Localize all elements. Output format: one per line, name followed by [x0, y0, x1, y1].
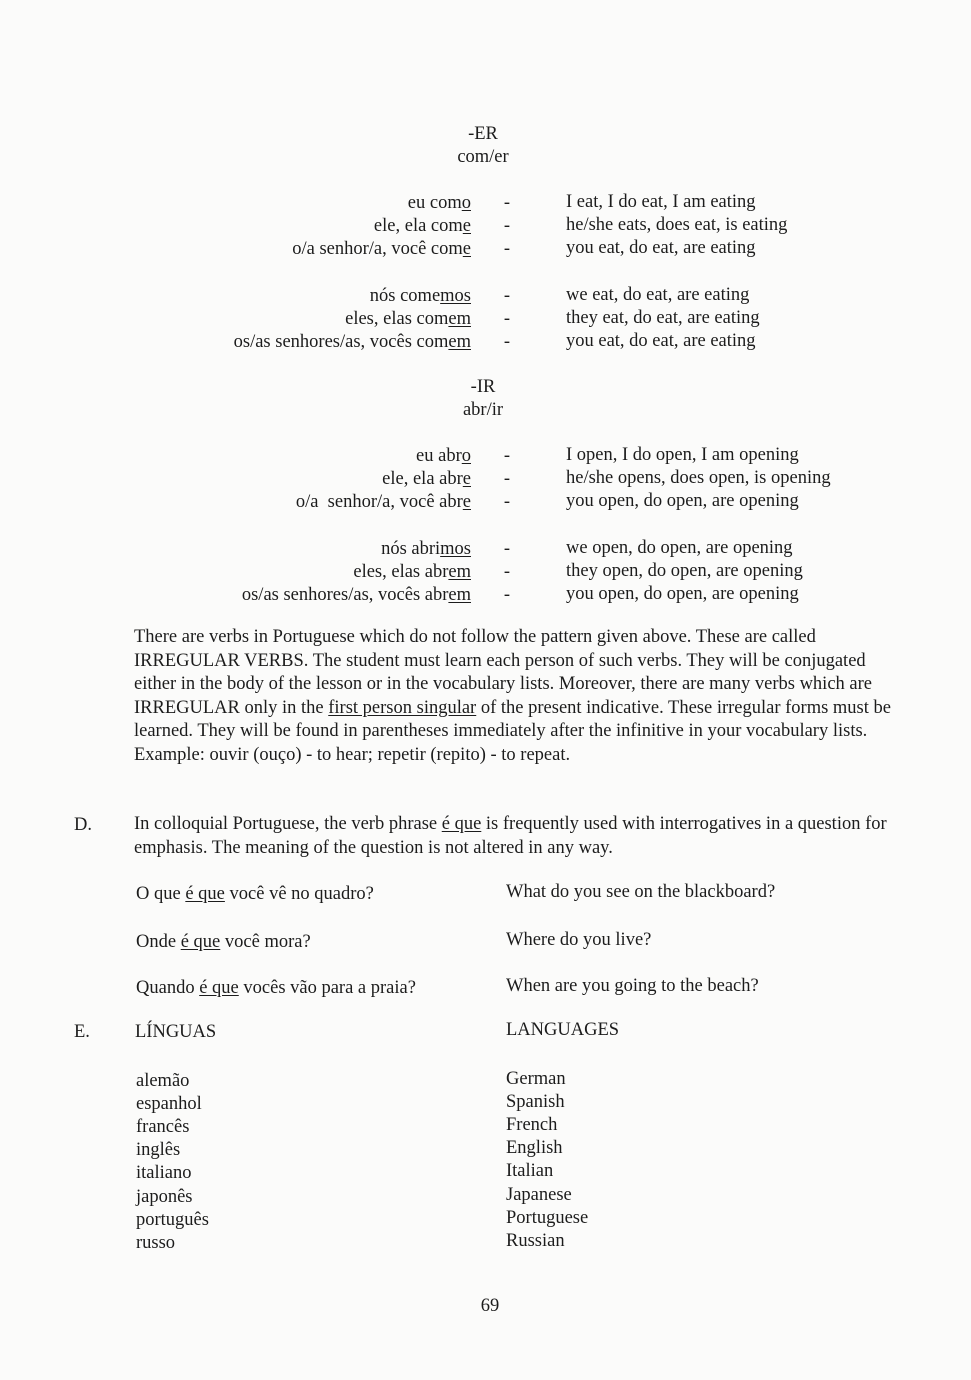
translation: you eat, do eat, are eating [566, 331, 756, 351]
verb-ending: e [462, 239, 471, 259]
verb-stem: com [416, 309, 449, 329]
dash-separator: - [503, 492, 511, 512]
conjugation-form [0, 332, 471, 355]
question-underlined: é que [199, 978, 239, 998]
language-en: English [506, 1138, 563, 1159]
translation: you open, do open, are opening [566, 491, 799, 511]
dash-separator: - [503, 332, 511, 352]
pronoun: os/as senhores/as, vocês [233, 332, 417, 352]
verb-ending: em [448, 585, 471, 605]
section-e-label: E. [74, 1022, 90, 1042]
language-pt: inglês [136, 1140, 181, 1161]
conjugation-form [0, 446, 471, 469]
conjugation-form [0, 286, 471, 309]
language-pt: italiano [136, 1163, 192, 1184]
question-start: O que [136, 884, 186, 904]
translation: you open, do open, are opening [566, 584, 799, 604]
language-en: Portuguese [506, 1207, 589, 1228]
verb-stem: com [429, 193, 462, 213]
conjugation-form [0, 309, 471, 332]
verb-stem: abr [439, 469, 463, 489]
language-pt: português [136, 1209, 209, 1230]
conjugation-form [0, 193, 471, 216]
conjugation-form [0, 585, 471, 608]
verb-ending: em [448, 309, 471, 329]
question-start: Quando [136, 978, 200, 998]
question-underlined: é que [180, 932, 221, 952]
dash-separator: - [503, 239, 511, 259]
dash-separator: - [503, 562, 511, 582]
ir-heading: -IR [470, 377, 496, 397]
verb-stem: com [430, 216, 463, 236]
pronoun: eu [416, 446, 439, 466]
irregular-verbs-paragraph [134, 626, 906, 767]
verb-ending: em [448, 332, 471, 352]
language-pt: espanhol [136, 1094, 202, 1115]
verb-stem: com [430, 239, 463, 259]
translation: I eat, I do eat, I am eating [566, 192, 756, 212]
languages-title-pt: LÍNGUAS [135, 1022, 217, 1042]
question-underlined: é que [185, 884, 225, 904]
section-d-text-end: is frequently used with interrogatives in a question for emphasis. The meaning of the question is not altered in any way. [134, 814, 887, 858]
conjugation-form [0, 539, 471, 562]
question-end: você mora? [220, 932, 311, 952]
section-d-label: D. [74, 815, 92, 835]
dash-separator: - [503, 193, 511, 213]
pronoun: eu [407, 193, 430, 213]
er-heading: -ER [468, 124, 498, 144]
language-pt: alemão [136, 1071, 190, 1091]
verb-stem: abr [424, 585, 449, 605]
verb-ending: mos [440, 539, 471, 559]
example-translation: When are you going to the beach? [506, 976, 759, 996]
verb-stem: com [416, 332, 449, 352]
pronoun: os/as senhores/as, vocês [241, 585, 425, 605]
pronoun: o/a senhor/a, você [292, 239, 431, 259]
pronoun: nós [369, 286, 401, 306]
verb-stem: come [400, 286, 441, 306]
language-en: German [506, 1069, 566, 1089]
conjugation-form [0, 562, 471, 585]
pronoun: nós [381, 539, 412, 559]
conjugation-form [0, 216, 471, 239]
page-number: 69 [480, 1296, 500, 1316]
pronoun: ele, ela [382, 469, 440, 489]
example-question [136, 978, 416, 999]
verb-stem: abr [438, 446, 462, 466]
translation: he/she opens, does open, is opening [566, 468, 831, 488]
dash-separator: - [503, 309, 511, 329]
translation: they eat, do eat, are eating [566, 308, 760, 328]
pronoun: o/a senhor/a, você [295, 492, 440, 512]
verb-ending: o [461, 193, 471, 213]
section-d-text: In colloquial Portuguese, the verb phrase [134, 814, 442, 834]
language-en: Russian [506, 1230, 565, 1251]
dash-separator: - [503, 469, 511, 489]
dash-separator: - [503, 286, 511, 306]
verb-ending: e [462, 492, 471, 512]
language-en: French [506, 1115, 558, 1136]
translation: we eat, do eat, are eating [566, 285, 750, 305]
verb-stem: abr [439, 492, 463, 512]
conjugation-form [0, 239, 471, 262]
dash-separator: - [503, 539, 511, 559]
question-end: vocês vão para a praia? [238, 978, 416, 998]
pronoun: eles, elas [345, 309, 417, 329]
verb-ending: e [462, 216, 471, 236]
translation: we open, do open, are opening [566, 538, 793, 558]
language-pt: francês [136, 1117, 190, 1138]
translation: I open, I do open, I am opening [566, 445, 799, 465]
pronoun: eles, elas [353, 562, 425, 582]
translation: he/she eats, does eat, is eating [566, 215, 788, 235]
language-pt: japonês [136, 1186, 193, 1207]
verb-ending: em [448, 562, 471, 582]
language-en: Italian [506, 1161, 554, 1182]
section-d-paragraph [134, 813, 906, 860]
language-en: Spanish [506, 1092, 565, 1113]
conjugation-form [0, 492, 471, 515]
example-translation: Where do you live? [506, 930, 652, 950]
paragraph-text: There are verbs in Portuguese which do not follow the pattern given above. These are called IRREGULAR VERBS. The student must learn each person of such verbs. They will be conjugated either in the body of the lesson or in the vocabulary lists. Moreover, there are many verbs which are IRREGULAR only in the [134, 627, 872, 718]
dash-separator: - [503, 216, 511, 236]
section-d-underlined: é que [441, 814, 482, 834]
question-end: você vê no quadro? [224, 884, 374, 904]
language-pt: russo [136, 1232, 176, 1253]
pronoun: ele, ela [373, 216, 431, 236]
er-verb: com/er [457, 147, 509, 167]
languages-title-en: LANGUAGES [506, 1020, 620, 1040]
dash-separator: - [503, 585, 511, 605]
verb-ending: mos [440, 286, 471, 306]
language-en: Japanese [506, 1184, 572, 1205]
verb-ending: e [462, 469, 471, 489]
paragraph-text-end: of the present indicative. These irregular forms must be learned. They will be found in parentheses immediately after the infinitive in your vocabulary lists. Example: ouvir (ouço) - to hear; repetir (repito) - to repeat. [134, 697, 891, 765]
verb-ending: o [461, 446, 471, 466]
paragraph-underlined: first person singular [328, 697, 477, 718]
verb-stem: abr [424, 562, 449, 582]
dash-separator: - [503, 446, 511, 466]
example-translation: What do you see on the blackboard? [506, 882, 776, 902]
question-start: Onde [136, 932, 181, 952]
conjugation-form [0, 469, 471, 492]
ir-verb: abr/ir [462, 400, 504, 420]
translation: they open, do open, are opening [566, 561, 803, 581]
example-question [136, 932, 311, 953]
verb-stem: abri [411, 539, 441, 559]
example-question [136, 884, 374, 905]
translation: you eat, do eat, are eating [566, 238, 756, 258]
